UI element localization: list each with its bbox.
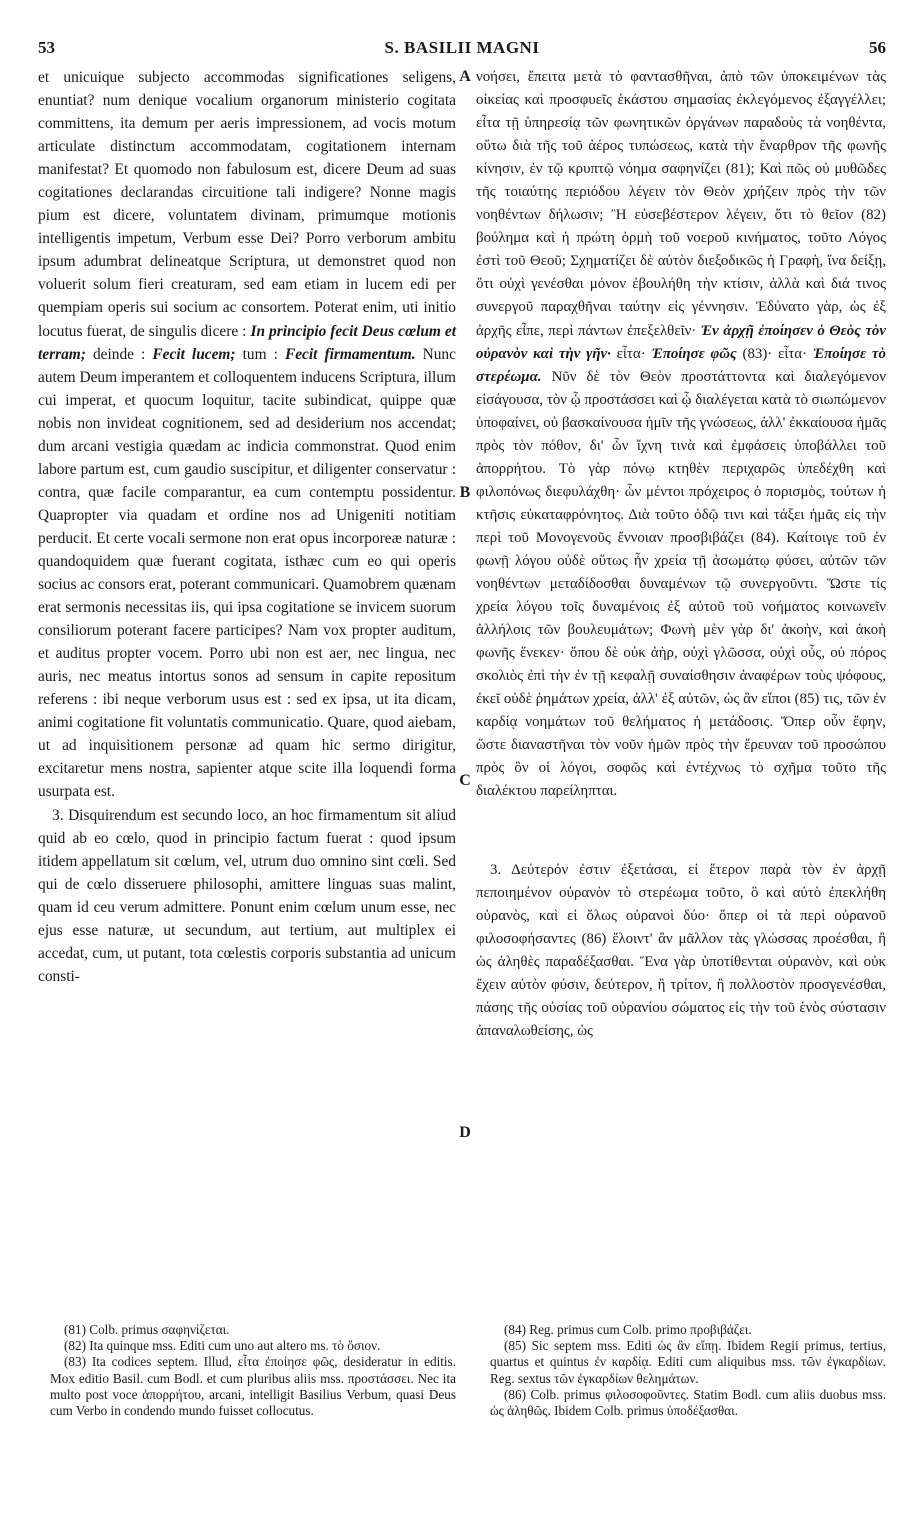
greek-text: εἶτα· bbox=[616, 345, 646, 362]
latin-quote: In principio fecit Deus cœlum et terram; bbox=[38, 322, 456, 363]
latin-paragraph bbox=[38, 66, 456, 804]
footnotes-left bbox=[50, 1322, 456, 1419]
footnotes-right bbox=[490, 1322, 886, 1419]
paragraph-gap bbox=[476, 804, 886, 859]
greek-text: Νῦν δὲ τὸν Θεὸν προστάττοντα καὶ διαλεγόμενον εἰσάγουσα, τὸν ᾧ προστάσσει καὶ ᾧ διαλέγεται κατὰ τὸ σιωπώμενον ὑποφαίνει, οὐ βασκαίνουσα ἡμῖν τῆς γνώσεως, ἀλλ' ἐκκαίουσα ἡμᾶς πρὸς τὸν πόθον, δι' ὧν ἴχνη τινὰ καὶ ἐμφάσεις ὑποβάλλει τοῦ ἀπορρήτου. Τὸ γὰρ πόνῳ κτηθὲν περιχαρῶς ὑπεδέχθη καὶ φιλοπόνως διεφυλάχθη· ὧν μέντοι πρόχειρος ὁ πορισμὸς, τούτων ἡ κτῆσις εὐκαταφρόνητος. Διὰ τοῦτο ὁδῷ τινι καὶ τάξει ἡμᾶς εἰς τὴν περὶ τοῦ Μονογενοῦς ἔννοιαν προσβιβάζει (84). Καίτοιγε τοῦ ἐν φωνῇ λόγου οὐδὲ οὕτως ἦν χρεία τῇ ἀσωμάτῳ φύσει, αὐτῶν τῶν νοηθέντων μεταδίδοσθαι δυναμένων τῷ συνεργοῦντι. Ὥστε τίς χρεία λόγου τοῖς δυναμένοις ἐξ αὐτοῦ τοῦ νοήματος κοινωνεῖν ἀλλήλοις τῶν βουλευμάτων; Φωνὴ μὲν γὰρ δι' ἀκοὴν, καὶ ἀκοὴ φωνῆς ἕνεκεν· ὅπου δὲ οὐκ ἀὴρ, οὐχὶ γλῶσσα, οὐχὶ οὖς, οὐ πόρος σκολιὸς ἐπὶ τὴν ἐν τῇ κεφαλῇ συναίσθησιν ἀναφέρων τοὺς ψόφους, ἐκεῖ οὐδὲ ῥημάτων χρεία, ἀλλ' ἐξ αὐτῶν, ὡς ἂν εἴποι (85) τις, τῶν ἐν καρδίᾳ νοημάτων τοῦ θελήματος ἡ μετάδοσις. Ὅπερ οὖν ἔφην, ὥστε διαναστῆναι τὸν νοῦν ἡμῶν πρὸς τὴν ἔρευναν τοῦ προσώπου πρὸς ὃν οἱ λόγοι, σοφῶς καὶ ἐντέχνως τὸ σχῆμα τοῦτο τῆς διαλέκτου παρείληπται. bbox=[476, 368, 886, 800]
greek-quote: Ἐποίησε τὸ στερέωμα. bbox=[476, 345, 886, 385]
latin-text: deinde : bbox=[92, 345, 146, 363]
greek-paragraph bbox=[476, 66, 886, 804]
footnote: (82) Ita quinque mss. Editi cum uno aut altero ms. τὸ ὅσιον. bbox=[64, 1338, 381, 1354]
greek-text: νοήσει, ἔπειτα μετὰ τὸ φαντασθῆναι, ἀπὸ τῶν ὑποκειμένων τὰς οἰκείας καὶ προσφυεῖς ἑκάστου σημασίας ἐκλεγόμενος ἐξαγγέλλει; εἶτα τῇ ὑπηρεσίᾳ τῶν φωνητικῶν ὀργάνων παραδοὺς τὰ νοηθέντα, οὕτω διὰ τῆς τοῦ ἀέρος τυπώσεως, κατὰ τὴν ἔναρθρον τῆς φωνῆς κίνησιν, ἐν τῷ κρυπτῷ νόημα σαφηνίζει (81); Καὶ πῶς οὐ μυθῶδες τῆς τοιαύτης περιόδου λέγειν τὸν Θεὸν χρήζειν πρὸς τὴν τῶν νοηθέντων δήλωσιν; Ἢ εὐσεβέστερον λέγειν, ὅτι τὸ θεῖον (82) βούλημα καὶ ἡ πρώτη ὁρμὴ τοῦ νοεροῦ κινήματος, τοῦτο Λόγος ἐστὶ τοῦ Θεοῦ; Σχηματίζει δὲ αὐτὸν διεξοδικῶς ἡ Γραφὴ, ἵνα δείξῃ, ὅτι οὐχὶ γενέσθαι μόνον ἐβουλήθη τὴν κτίσιν, ἀλλὰ καὶ διά τινος συνεργοῦ παραχθῆναι ταύτην εἰς γέννησιν. Ἐδύνατο γὰρ, ὡς ἐξ ἀρχῆς εἶπε, περὶ πάντων ἐπεξελθεῖν· bbox=[476, 69, 886, 339]
greek-text: (83)· εἶτα· bbox=[742, 345, 808, 362]
latin-text: Nunc autem Deum imperantem et colloquentem inducens Scriptura, illum cui imperat, et quocum loquitur, tacite subindicat, quippe quæ nobis non invideat cognitionem, sed ad desiderium nos accendat; dum arcani vestigia quædam ac indicia commonstrat. Quod enim labore partum est, cum gaudio suscipitur, et diligenter conservatur : contra, quæ facile comparantur, ea cum contemptu possidentur. Quapropter via quadam et ordine nos ad Unigeniti notitiam perducit. Et certe vocali sermone non erat opus incorporeæ naturæ : quandoquidem quæ fuerant cogitata, isthæc cum eo qui operis socius ac consors erat, poterant communicari. Quamobrem quænam erat sermonis necessitas iis, qui ipsa cogitatione se invicem suorum consiliorum poterant facere participes? Nam vox propter auditum, et auditus propter vocem. Porro ubi non est aer, nec lingua, nec auris, nec meatus intortus sonos ad sensum in capite repositum referens : ibi neque verborum usus est : sed ex ipsa, ut ita dicam, animi cogitatione fit voluntatis communicatio. Quare, quod aiebam, ut ad inquisitionem personæ ad quam hic sermo dirigitur, excitaretur mens nostra, sapienter atque scite illa loquendi forma usurpata est. bbox=[38, 345, 456, 801]
latin-quote: Fecit lucem; bbox=[152, 345, 236, 363]
margin-marker-d: D bbox=[459, 1124, 471, 1141]
margin-marker-c: C bbox=[459, 772, 471, 789]
greek-quote: Ἐν ἀρχῇ ἐποίησεν ὁ Θεὸς τὸν οὐρανὸν καὶ τὴν γῆν· bbox=[476, 322, 886, 362]
latin-quote: Fecit firmamentum. bbox=[284, 345, 416, 363]
latin-text: tum : bbox=[242, 345, 278, 363]
page-number-right: 56 bbox=[869, 38, 886, 57]
greek-column bbox=[476, 66, 886, 1043]
latin-text: et unicuique subjecto accommodas significationes seligens, enuntiat? num denique vocalium organorum ministerio cogitata committens, ita demum per aeris impressionem, ad vocis motum articulate distinctum accommodatam, cogitationem internam manifestat? Et quomodo non fabulosum est, dicere Deum ad suas cogitationes declarandas circuitione tali indigere? Nonne magis pium est dicere, voluntatem divinam, primumque motionis intelligentis impetum, Verbum esse Dei? Porro verborum ambitu ipsum adumbrat delineatque Scriptura, ut demonstret quod non voluerit solum fieri creaturam, sed eam etiam in lucem edi per quempiam operis sui socium ac consortem. Poterat enim, uti initio locutus fuerat, de singulis dicere : bbox=[38, 69, 456, 340]
footnote: (84) Reg. primus cum Colb. primo προβιβάζει. bbox=[504, 1322, 752, 1337]
latin-column bbox=[38, 66, 456, 988]
running-header bbox=[38, 38, 886, 62]
footnote: (86) Colb. primus φιλοσοφοῦντες. Statim Bodl. cum aliis duobus mss. ὡς ἀληθῶς. Ibidem Colb. primus ὑποδέξασθαι. bbox=[490, 1386, 886, 1419]
page-title: S. BASILII MAGNI bbox=[384, 38, 540, 57]
margin-marker-b: B bbox=[459, 484, 471, 501]
margin-marker-a: A bbox=[459, 68, 471, 85]
page-number-left: 53 bbox=[38, 38, 55, 57]
footnote: (81) Colb. primus σαφηνίζεται. bbox=[64, 1322, 230, 1337]
footnote: (85) Sic septem mss. Editi ὡς ἂν εἴπῃ. Ibidem Regii primus, tertius, quartus et quintus ἐν καρδίᾳ. Editi cum aliquibus mss. τῶν ἐγκαρδίων. Reg. sextus τῶν ἐγκαρδίων θελημάτων. bbox=[490, 1338, 886, 1386]
greek-paragraph-section-3: 3. Δεύτερόν ἐστιν ἐξετάσαι, εἰ ἕτερον παρὰ τὸν ἐν ἀρχῇ πεποιημένον οὐρανὸν τὸ στερέωμα τοῦτο, ὃ καὶ αὐτὸ ἐπεκλήθη οὐρανὸς, καὶ εἰ ὅλως οὐρανοὶ δύο· ὅπερ οἱ τὰ περὶ οὐρανοῦ φιλοσοφήσαντες (86) ἕλοιντ' ἂν μᾶλλον τὰς γλώσσας προέσθαι, ἢ ὡς ἀληθὲς παραδέξασθαι. Ἕνα γὰρ ὑποτίθενται οὐρανὸν, καὶ οὐκ ἔχειν αὐτὸν φύσιν, δεύτερον, ἢ τρίτον, ἢ πολλοστὸν προσγενέσθαι, πάσης τῆς οὐσίας τοῦ οὐρανίου σώματος εἰς τὴν τοῦ ἑνὸς σύστασιν ἀπαναλωθείσης, ὡς bbox=[476, 861, 886, 1039]
latin-paragraph-section-3: 3. Disquirendum est secundo loco, an hoc firmamentum sit aliud quid ab eo cœlo, quod in principio factum fuerat : quod ipsum itidem appellatum sit cœlum, vel, utrum duo omnino sint cœli. Sed qui de cœlo disseruere philosophi, amittere linguas suas malint, quam id ceu verum admittere. Ponunt enim cœlum unum esse, nec ejus esse naturæ, ut secundum, aut tertium, aut multiplex ei accedat, cum, ut putant, tota cœlestis corporis substantia ad unicum consti- bbox=[38, 806, 456, 985]
greek-quote: Ἐποίησε φῶς bbox=[651, 345, 737, 362]
footnote: (83) Ita codices septem. Illud, εἶτα ἐποίησε φῶς, desideratur in editis. Mox editio Basil. cum Bodl. et cum pluribus aliis mss. προστάσσει. Nec ita multo post voce ἀπορρήτου, arcani, intelligit Basilius Verbum, quasi Deus cum Verbo in condendo mundo fuisset collocutus. bbox=[50, 1354, 456, 1419]
